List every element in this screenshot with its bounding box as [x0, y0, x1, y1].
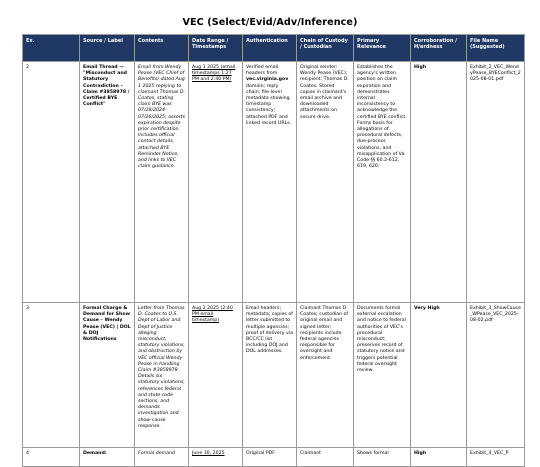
cell-custody: Claimant — [297, 448, 354, 467]
header-file: File Name (Suggested) — [467, 35, 525, 62]
cell-corroboration: High — [411, 62, 467, 303]
cell-relevance: Shows formal — [354, 448, 411, 467]
cell-authentication — [243, 62, 297, 303]
cell-source: Formal Charge & Demand for Show Cause – Wendy Pease (VEC) | DOL & DOJ Notifications — [80, 303, 135, 448]
cell-ex: 4 — [23, 448, 80, 467]
page-title: VEC (Select/Evid/Adv/Inference) — [182, 17, 358, 28]
cell-dates: Aug 2 2025 (2:40 PM email timestamp) — [189, 303, 243, 448]
table-header-row — [23, 35, 525, 62]
header-authentication: Authentication — [243, 35, 297, 62]
cell-ex: 2 — [23, 62, 80, 303]
table-row — [23, 303, 525, 448]
cell-source: Email Thread — "Misconduct and Statutory Contradiction – Claim #3858978 / Certified BYE Conflict" — [80, 62, 135, 303]
cell-source: Demand: — [80, 448, 135, 467]
evidence-table — [22, 34, 525, 467]
cell-dates: Aug 1 2025 (email timestamps 1:27 PM and 2:40 PM) — [189, 62, 243, 303]
header-dates: Date Range / Timestamps — [189, 35, 243, 62]
header-relevance: Primary Relevance — [354, 35, 411, 62]
header-corroboration: Corroboration / H/ardness — [411, 35, 467, 62]
cell-contents: Letter from Thomas D. Coates to U.S. Dept of Labor and Dept of Justice alleging misconduct, statutory violations, and obstruction by VEC official Wendy Pease in handling Claim #3858978. Details six statutory violations, references federal and state code sections, and demands investigation and show-cause response. — [135, 303, 189, 448]
table-row — [23, 448, 525, 467]
cell-contents: Formal demand — [135, 448, 189, 467]
cell-file: Exhibit_4_VEC_P — [467, 448, 525, 467]
cell-custody: Original sender: Wendy Pease (VEC); recipient: Thomas D. Coates. Stored copies in claimant's email archive and downloaded attachments on secure drive. — [297, 62, 354, 303]
cell-corroboration: Very High — [411, 303, 467, 448]
table-row — [23, 62, 525, 303]
cell-authentication: Original PDF — [243, 448, 297, 467]
header-contents: Contents — [135, 35, 189, 62]
cell-contents: Email from Wendy Pease (VEC Chief of Benefits) dated Aug 1 2025 replying to claimant Thomas D. Coates, stating claim BYE was 07/28/2024–07/26/2025; asserts expiration despite prior certification. Includes official contact details, attached BYE Reminder Notice, and links to VEC claim guidance. — [135, 62, 189, 303]
cell-custody: Claimant Thomas D. Coates; custodian of original email and signed letter; recipients include federal agencies responsible for oversight and enforcement. — [297, 303, 354, 448]
cell-file: Exhibit_3_ShowCause_WPease_VEC_2025-08-02.pdf — [467, 303, 525, 448]
cell-authentication: Email headers; metadata; copies of letter submitted to multiple agencies; proof of delivery via BCC/CC list including DOJ and DOL addresses. — [243, 303, 297, 448]
cell-relevance: Documents formal external escalation and notice to federal authorities of VEC's procedural misconduct; preserves record of statutory notice and triggers potential federal oversight review. — [354, 303, 411, 448]
auth-text-post: domain; reply chain; file-level metadata showing timestamp consistency; attached PDF and linked record URLs. — [246, 83, 292, 126]
cell-ex: 3 — [23, 303, 80, 448]
cell-file: Exhibit_2_VEC_WendyPease_BYEConflict_2025-08-01.pdf — [467, 62, 525, 303]
auth-domain: vec.virginia.gov — [246, 77, 289, 83]
cell-corroboration: High — [411, 448, 467, 467]
header-ex: Ex. — [23, 35, 80, 62]
auth-text-pre: Verified email headers from — [246, 65, 279, 77]
cell-dates: June 30, 2025 — [189, 448, 243, 467]
header-source: Source / Label — [80, 35, 135, 62]
header-custody: Chain of Custody / Custodian — [297, 35, 354, 62]
cell-relevance: Establishes the agency's written position on claim expiration and demonstrates internal inconsistency to acknowledge the certified BYE conflict. Forms basis for allegations of procedural defects, due-process violations, and misapplication of Va. Code §§ 60.2-612, 619, 620. — [354, 62, 411, 303]
